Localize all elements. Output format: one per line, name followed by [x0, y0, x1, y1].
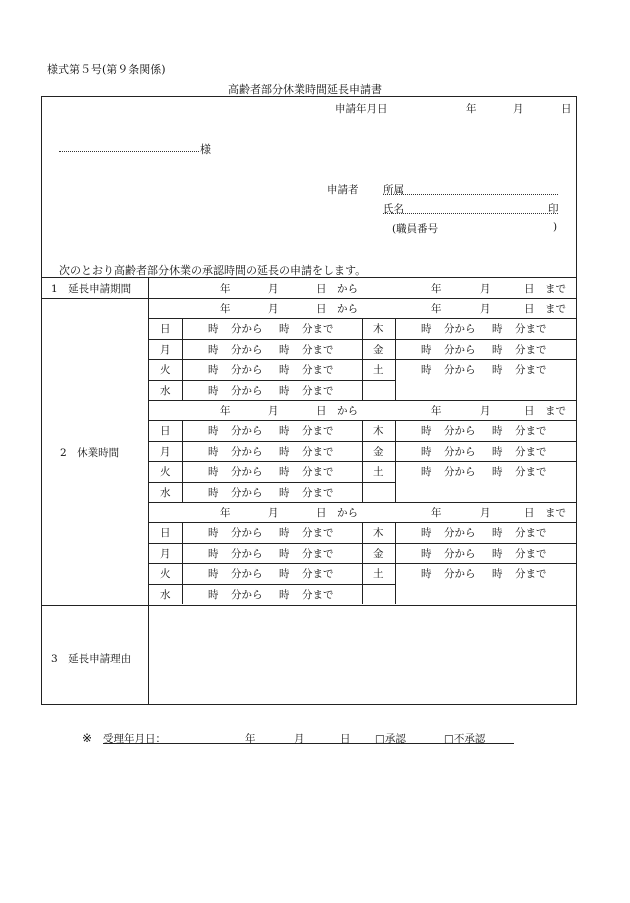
weekday-left-2-3: 水 — [160, 588, 171, 601]
min-from-r-1-1[interactable]: 分から — [444, 445, 476, 458]
date-day: 日 — [561, 103, 572, 115]
weekday-left-2-0: 日 — [160, 527, 171, 540]
section1-label: 1 延長申請期間 — [51, 283, 132, 295]
min-until-1-3[interactable]: 分まで — [302, 486, 334, 499]
row-line-1-3 — [148, 482, 395, 483]
weekday-right-2-0: 木 — [373, 527, 384, 540]
min-from-r-0-2[interactable]: 分から — [444, 364, 476, 377]
weekday-left-0-1: 月 — [160, 343, 171, 356]
weekday-right-1-1: 金 — [373, 445, 384, 458]
period-from-day-0[interactable]: 日 から — [316, 283, 358, 295]
staff-number-open: (職員番号 — [392, 223, 439, 235]
hour-until-r-2-1[interactable]: 時 — [492, 547, 503, 560]
min-from-0-1[interactable]: 分から — [231, 343, 263, 356]
period-until-day-1[interactable]: 日 まで — [524, 303, 566, 315]
hour-from-2-3[interactable]: 時 — [208, 588, 219, 601]
received-underline — [103, 743, 514, 744]
hour-until-0-2[interactable]: 時 — [279, 364, 290, 377]
hour-from-2-2[interactable]: 時 — [208, 568, 219, 581]
weekday-col-r-1 — [395, 420, 396, 502]
hour-from-r-1-0[interactable]: 時 — [421, 425, 432, 438]
block-divider-1 — [148, 400, 577, 401]
hour-until-0-0[interactable]: 時 — [279, 323, 290, 336]
period-until-month-3[interactable]: 月 — [480, 507, 491, 519]
hour-until-1-1[interactable]: 時 — [279, 445, 290, 458]
hour-until-2-0[interactable]: 時 — [279, 527, 290, 540]
min-until-2-3[interactable]: 分まで — [302, 588, 334, 601]
min-from-r-1-2[interactable]: 分から — [444, 466, 476, 479]
affiliation-label: 所属 — [383, 184, 404, 196]
hour-from-1-2[interactable]: 時 — [208, 466, 219, 479]
period-until-year-3[interactable]: 年 — [431, 507, 442, 519]
period-until-month-2[interactable]: 月 — [480, 405, 491, 417]
hour-from-1-3[interactable]: 時 — [208, 486, 219, 499]
weekday-left-1-0: 日 — [160, 425, 171, 438]
period-until-year-0[interactable]: 年 — [431, 283, 442, 295]
min-from-r-0-1[interactable]: 分から — [444, 343, 476, 356]
min-until-r-1-1[interactable]: 分まで — [515, 445, 547, 458]
hour-from-0-0[interactable]: 時 — [208, 323, 219, 336]
hour-until-1-2[interactable]: 時 — [279, 466, 290, 479]
received-month: 月 — [294, 733, 305, 745]
period-from-year-1[interactable]: 年 — [220, 303, 231, 315]
hour-until-0-1[interactable]: 時 — [279, 343, 290, 356]
row-line-2-3 — [148, 584, 395, 585]
hour-until-r-1-1[interactable]: 時 — [492, 445, 503, 458]
form-number: 様式第５号(第９条関係) — [47, 63, 166, 76]
hour-from-1-0[interactable]: 時 — [208, 425, 219, 438]
weekday-left-1-2: 火 — [160, 466, 171, 479]
min-until-1-1[interactable]: 分まで — [302, 445, 334, 458]
weekday-left-0-0: 日 — [160, 323, 171, 336]
hour-until-2-2[interactable]: 時 — [279, 568, 290, 581]
min-until-r-1-0[interactable]: 分まで — [515, 425, 547, 438]
reason-textarea[interactable] — [149, 606, 576, 704]
min-until-0-0[interactable]: 分まで — [302, 323, 334, 336]
hour-from-r-0-2[interactable]: 時 — [421, 364, 432, 377]
min-from-r-2-2[interactable]: 分から — [444, 568, 476, 581]
min-from-0-0[interactable]: 分から — [231, 323, 263, 336]
period-until-day-3[interactable]: 日 まで — [524, 507, 566, 519]
hour-from-2-0[interactable]: 時 — [208, 527, 219, 540]
min-until-r-0-1[interactable]: 分まで — [515, 343, 547, 356]
min-until-0-3[interactable]: 分まで — [302, 384, 334, 397]
staff-number-close: ) — [553, 221, 558, 233]
weekday-right-2-2: 土 — [373, 568, 384, 581]
hour-until-r-2-2[interactable]: 時 — [492, 568, 503, 581]
weekday-col-r-0 — [395, 318, 396, 400]
weekday-left-1-3: 水 — [160, 486, 171, 499]
min-until-0-2[interactable]: 分まで — [302, 364, 334, 377]
weekday-left-2-1: 月 — [160, 547, 171, 560]
table-top-border — [41, 277, 577, 278]
period-from-month-1[interactable]: 月 — [268, 303, 279, 315]
period-until-day-2[interactable]: 日 まで — [524, 405, 566, 417]
hour-from-1-1[interactable]: 時 — [208, 445, 219, 458]
min-from-0-2[interactable]: 分から — [231, 364, 263, 377]
min-until-r-1-2[interactable]: 分まで — [515, 466, 547, 479]
hour-from-r-1-1[interactable]: 時 — [421, 445, 432, 458]
hour-from-2-1[interactable]: 時 — [208, 547, 219, 560]
hour-from-r-2-1[interactable]: 時 — [421, 547, 432, 560]
min-from-2-2[interactable]: 分から — [231, 568, 263, 581]
period-from-day-1[interactable]: 日 から — [316, 303, 358, 315]
min-until-r-0-2[interactable]: 分まで — [515, 364, 547, 377]
hour-until-r-0-0[interactable]: 時 — [492, 323, 503, 336]
min-until-2-0[interactable]: 分まで — [302, 527, 334, 540]
applicant-label: 申請者 — [327, 184, 359, 196]
period-from-month-3[interactable]: 月 — [268, 507, 279, 519]
addressee-suffix: 様 — [200, 143, 211, 156]
min-from-2-1[interactable]: 分から — [231, 547, 263, 560]
weekday-right-1-2: 土 — [373, 466, 384, 479]
min-until-r-2-2[interactable]: 分まで — [515, 568, 547, 581]
row-line-0-3 — [148, 380, 395, 381]
period-from-day-3[interactable]: 日 から — [316, 507, 358, 519]
affiliation-line[interactable] — [383, 194, 558, 195]
received-year: 年 — [245, 733, 256, 745]
weekday-left-2-2: 火 — [160, 568, 171, 581]
min-until-1-2[interactable]: 分まで — [302, 466, 334, 479]
statement: 次のとおり高齢者部分休業の承認時間の延長の申請をします。 — [59, 264, 367, 277]
min-from-1-1[interactable]: 分から — [231, 445, 263, 458]
weekday-left-0-2: 火 — [160, 364, 171, 377]
period-from-year-0[interactable]: 年 — [220, 283, 231, 295]
name-label: 氏名 — [383, 203, 404, 215]
date-label: 申請年月日 — [335, 103, 388, 115]
hour-from-r-2-0[interactable]: 時 — [421, 527, 432, 540]
period-from-year-3[interactable]: 年 — [220, 507, 231, 519]
period-until-year-2[interactable]: 年 — [431, 405, 442, 417]
weekday-right-1-0: 木 — [373, 425, 384, 438]
period-from-month-2[interactable]: 月 — [268, 405, 279, 417]
min-from-0-3[interactable]: 分から — [231, 384, 263, 397]
section2-label: 2 休業時間 — [60, 447, 120, 459]
hour-until-r-0-2[interactable]: 時 — [492, 364, 503, 377]
min-until-1-0[interactable]: 分まで — [302, 425, 334, 438]
min-from-r-2-1[interactable]: 分から — [444, 547, 476, 560]
min-from-1-0[interactable]: 分から — [231, 425, 263, 438]
addressee-line[interactable] — [59, 151, 199, 152]
min-from-r-1-0[interactable]: 分から — [444, 425, 476, 438]
min-from-1-3[interactable]: 分から — [231, 486, 263, 499]
section3-label: 3 延長申請理由 — [51, 653, 132, 665]
seal-label: 印 — [548, 203, 559, 215]
weekday-col-r-2 — [395, 522, 396, 604]
weekday-right-2-1: 金 — [373, 547, 384, 560]
hour-until-1-3[interactable]: 時 — [279, 486, 290, 499]
period-until-month-0[interactable]: 月 — [480, 283, 491, 295]
name-line[interactable] — [383, 213, 558, 214]
min-from-2-3[interactable]: 分から — [231, 588, 263, 601]
weekday-right-0-1: 金 — [373, 343, 384, 356]
footer-mark: ※ — [82, 731, 93, 745]
block-divider-2 — [148, 502, 577, 503]
weekday-left-1-1: 月 — [160, 445, 171, 458]
hour-from-r-0-0[interactable]: 時 — [421, 323, 432, 336]
weekday-left-0-3: 水 — [160, 384, 171, 397]
hour-from-0-1[interactable]: 時 — [208, 343, 219, 356]
period-until-day-0[interactable]: 日 まで — [524, 283, 566, 295]
period-until-year-1[interactable]: 年 — [431, 303, 442, 315]
approved-checkbox[interactable]: □承認 — [375, 733, 406, 745]
hour-from-r-2-2[interactable]: 時 — [421, 568, 432, 581]
hour-from-0-3[interactable]: 時 — [208, 384, 219, 397]
min-until-2-2[interactable]: 分まで — [302, 568, 334, 581]
hour-until-r-1-2[interactable]: 時 — [492, 466, 503, 479]
hour-from-0-2[interactable]: 時 — [208, 364, 219, 377]
hour-from-r-1-2[interactable]: 時 — [421, 466, 432, 479]
hour-until-r-2-0[interactable]: 時 — [492, 527, 503, 540]
mid-col-1 — [362, 420, 363, 502]
hour-until-0-3[interactable]: 時 — [279, 384, 290, 397]
hour-until-1-0[interactable]: 時 — [279, 425, 290, 438]
min-from-2-0[interactable]: 分から — [231, 527, 263, 540]
not-approved-checkbox[interactable]: □不承認 — [444, 733, 486, 745]
min-from-1-2[interactable]: 分から — [231, 466, 263, 479]
hour-until-2-1[interactable]: 時 — [279, 547, 290, 560]
section1-bottom-border — [41, 298, 577, 299]
hour-from-r-0-1[interactable]: 時 — [421, 343, 432, 356]
period-from-year-2[interactable]: 年 — [220, 405, 231, 417]
min-until-2-1[interactable]: 分まで — [302, 547, 334, 560]
received-day: 日 — [340, 733, 351, 745]
min-from-r-0-0[interactable]: 分から — [444, 323, 476, 336]
page-title: 高齢者部分休業時間延長申請書 — [228, 83, 382, 96]
min-until-r-2-1[interactable]: 分まで — [515, 547, 547, 560]
mid-col-0 — [362, 318, 363, 400]
date-year: 年 — [466, 103, 477, 115]
weekday-right-0-2: 土 — [373, 364, 384, 377]
min-from-r-2-0[interactable]: 分から — [444, 527, 476, 540]
weekday-col-1 — [182, 420, 183, 502]
min-until-0-1[interactable]: 分まで — [302, 343, 334, 356]
weekday-right-0-0: 木 — [373, 323, 384, 336]
date-month: 月 — [513, 103, 524, 115]
mid-col-2 — [362, 522, 363, 604]
weekday-col-0 — [182, 318, 183, 400]
period-until-month-1[interactable]: 月 — [480, 303, 491, 315]
period-from-day-2[interactable]: 日 から — [316, 405, 358, 417]
weekday-col-2 — [182, 522, 183, 604]
min-until-r-2-0[interactable]: 分まで — [515, 527, 547, 540]
hour-until-2-3[interactable]: 時 — [279, 588, 290, 601]
received-label: 受理年月日： — [103, 733, 166, 745]
hour-until-r-0-1[interactable]: 時 — [492, 343, 503, 356]
min-until-r-0-0[interactable]: 分まで — [515, 323, 547, 336]
hour-until-r-1-0[interactable]: 時 — [492, 425, 503, 438]
period-from-month-0[interactable]: 月 — [268, 283, 279, 295]
